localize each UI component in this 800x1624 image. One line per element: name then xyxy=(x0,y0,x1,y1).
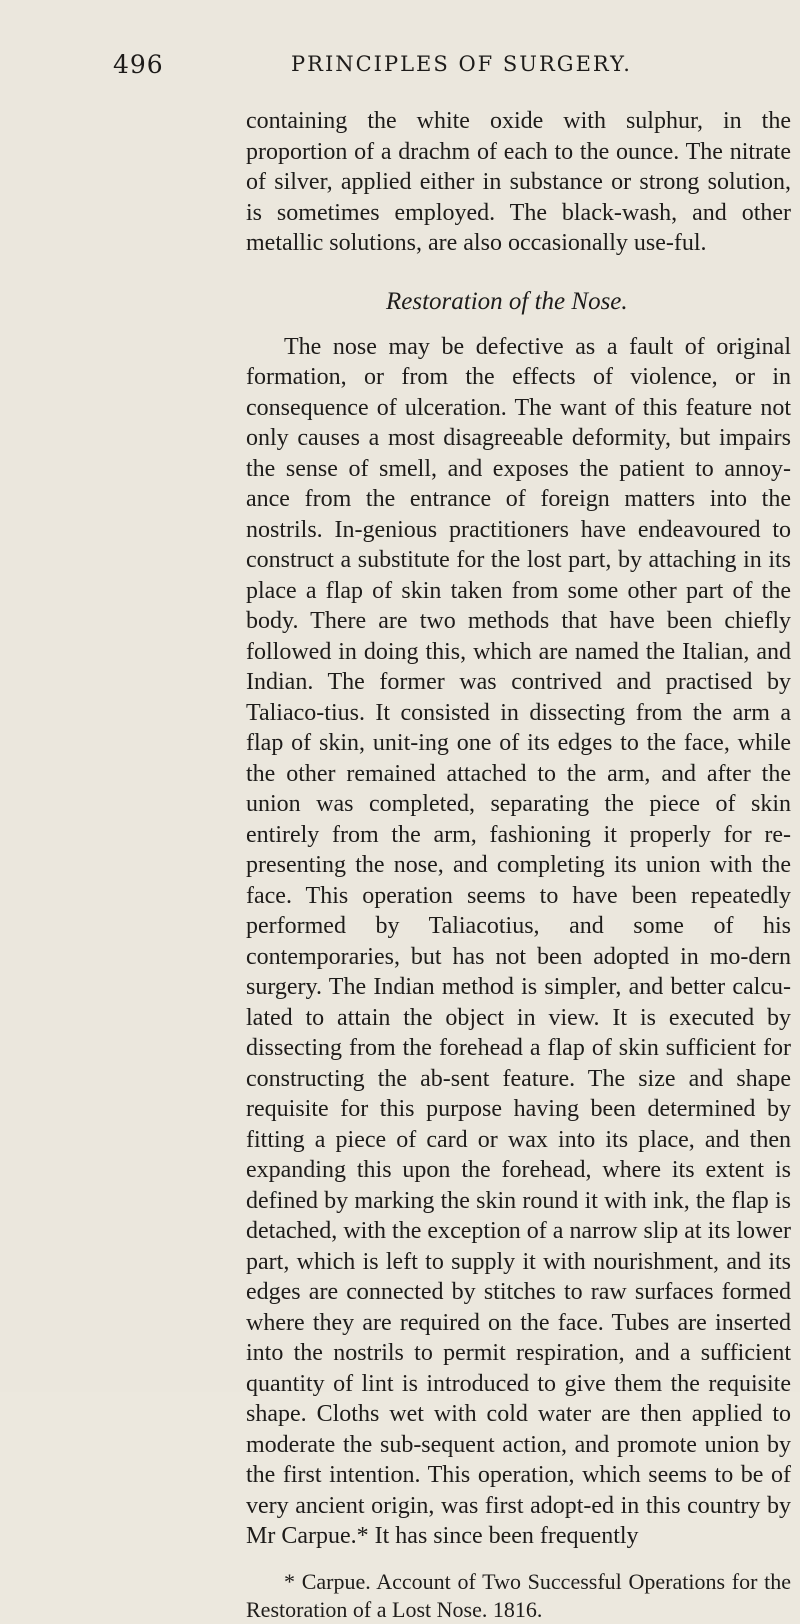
paragraph-restoration-of-nose: The nose may be defective as a fault of original formation, or from the effects of violence, or in consequence of ulceration. The want of this feature not only causes a most disagreeable deformity, but impairs the sense of smell, and exposes the patient to annoy-ance from the entrance of foreign matters into the nostrils. In-genious practitioners have endeavoured to construct a substitute for the lost part, by attaching in its place a flap of skin taken from some other part of the body. There are two methods that have been chiefly followed in doing this, which are named the Italian, and Indian. The former was contrived and practised by Taliaco-tius. It consisted in dissecting from the arm a flap of skin, unit-ing one of its edges to the face, while the other remained attached to the arm, and after the union was completed, separating the piece of skin entirely from the arm, fashioning it properly for re-presenting the nose, and completing its union with the face. This operation seems to have been repeatedly performed by Taliacotius, and some of his contemporaries, but has not been adopted in mo-dern surgery. The Indian method is simpler, and better calcu-lated to attain the object in view. It is executed by dissecting from the forehead a flap of skin sufficient for constructing the ab-sent feature. The size and shape requisite for this purpose having been determined by fitting a piece of card or wax into its place, and then expanding this upon the forehead, where its extent is defined by marking the skin round it with ink, the flap is detached, with the exception of a narrow slip at its lower part, which is left to supply it with nourishment, and its edges are connected by stitches to raw surfaces formed where they are required on the face. Tubes are inserted into the nostrils to permit respiration, and a sufficient quantity of lint is introduced to give them the requisite shape. Cloths wet with cold water are then applied to moderate the sub-sequent action, and promote union by the first intention. This operation, which seems to be of very ancient origin, was first adopt-ed in this country by Mr Carpue.* It has since been frequently xyxy=(246,333,791,1549)
page-number: 496 xyxy=(113,50,164,79)
footnote: * Carpue. Account of Two Successful Operations for the Restoration of a Lost Nose. 1816. xyxy=(246,1568,791,1622)
body-text xyxy=(246,106,791,1624)
paragraph-continuation: containing the white oxide with sulphur, in the proportion of a drachm of each to the ounce. The nitrate of silver, applied either in substance or strong solution, is sometimes employed. The black-wash, and other metallic solutions, are also occasionally use-ful. xyxy=(246,108,791,256)
page-header xyxy=(113,50,733,90)
section-heading: Restoration of the Nose. xyxy=(386,287,628,315)
running-head: PRINCIPLES OF SURGERY. xyxy=(291,52,632,76)
